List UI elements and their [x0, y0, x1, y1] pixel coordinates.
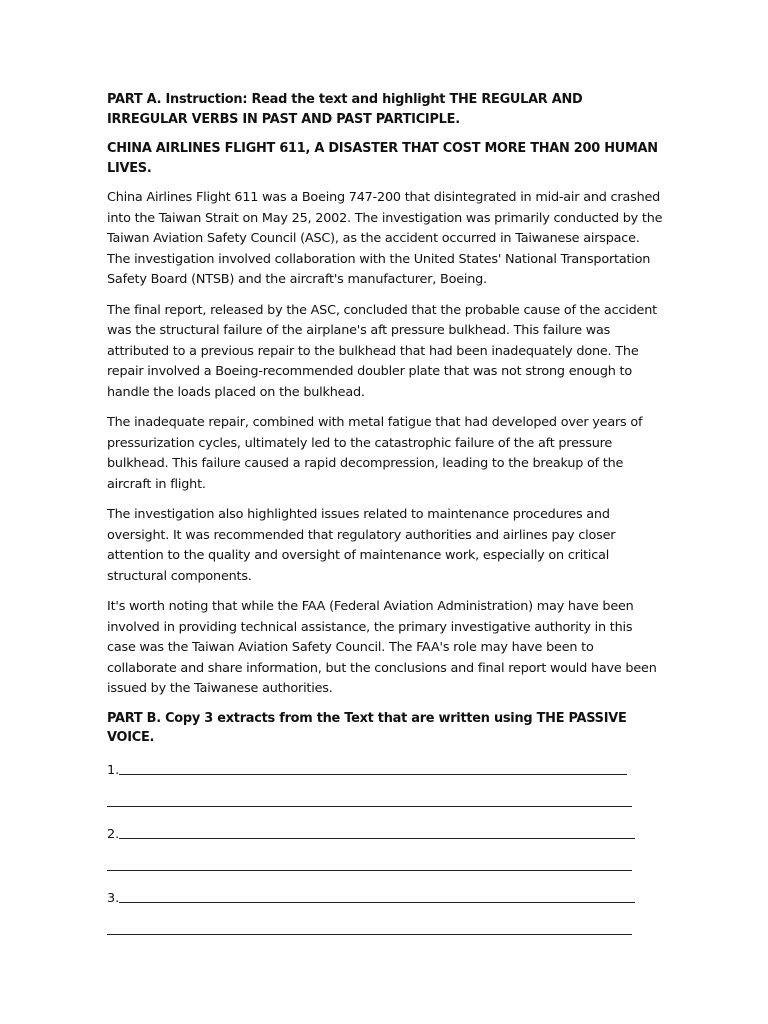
- answer-1-line-2[interactable]: [107, 790, 663, 810]
- paragraph-2: The final report, released by the ASC, concluded that the probable cause of the accident was the structural failure of the airplane's aft pressure bulkhead. This failure was attributed to a previous repair to the bulkhead that had been inadequately done. The repair involved a Boeing-recommended doubler plate that was not strong enough to handle the loads placed on the bulkhead.: [107, 302, 657, 400]
- answer-1-line-1[interactable]: [107, 758, 663, 778]
- answer-number-3: 3.: [107, 890, 120, 906]
- answer-rule: [107, 806, 632, 807]
- answer-rule: [119, 838, 635, 839]
- answer-3-line-1[interactable]: [107, 886, 663, 906]
- paragraph-4: The investigation also highlighted issues related to maintenance procedures and oversight. It was recommended that regulatory authorities and airlines pay closer attention to the quality and oversight of maintenance work, especially on critical structural components.: [107, 507, 616, 584]
- answer-rule: [107, 870, 632, 871]
- paragraph-5: It's worth noting that while the FAA (Federal Aviation Administration) may have been involved in providing technical assistance, the primary investigative authority in this case was the Taiwan Aviation Safety Council. The FAA's role may have been to collaborate and share information, but the conclusions and final report would have been issued by the Taiwanese authorities.: [107, 599, 657, 696]
- answer-rule: [119, 902, 635, 903]
- part-b-instruction: PART B. Copy 3 extracts from the Text that are written using THE PASSIVE VOICE.: [107, 710, 627, 745]
- paragraph-1: China Airlines Flight 611 was a Boeing 747-200 that disintegrated in mid-air and crashed into the Taiwan Strait on May 25, 2002. The investigation was primarily conducted by the Taiwan Aviation Safety Council (ASC), as the accident occurred in Taiwanese airspace. The investigation involved collaboration with the United States' National Transportation Safety Board (NTSB) and the aircraft's manufacturer, Boeing.: [107, 190, 663, 287]
- answer-rule: [107, 934, 632, 935]
- worksheet-page: [107, 90, 663, 938]
- answer-rule: [119, 774, 627, 775]
- answer-number-2: 2.: [107, 826, 120, 842]
- article-title: CHINA AIRLINES FLIGHT 611, A DISASTER THAT COST MORE THAN 200 HUMAN LIVES.: [107, 141, 658, 176]
- part-a-instruction: PART A. Instruction: Read the text and highlight THE REGULAR AND IRREGULAR VERBS IN PAST AND PAST PARTICIPLE.: [107, 92, 583, 127]
- answer-3-line-2[interactable]: [107, 918, 663, 938]
- answer-2-line-2[interactable]: [107, 854, 663, 874]
- answer-2-line-1[interactable]: [107, 822, 663, 842]
- paragraph-3: The inadequate repair, combined with metal fatigue that had developed over years of pressurization cycles, ultimately led to the catastrophic failure of the aft pressure bulkhead. This failure caused a rapid decompression, leading to the breakup of the aircraft in flight.: [107, 415, 643, 492]
- answer-number-1: 1.: [107, 762, 120, 778]
- answer-lines: [107, 758, 663, 938]
